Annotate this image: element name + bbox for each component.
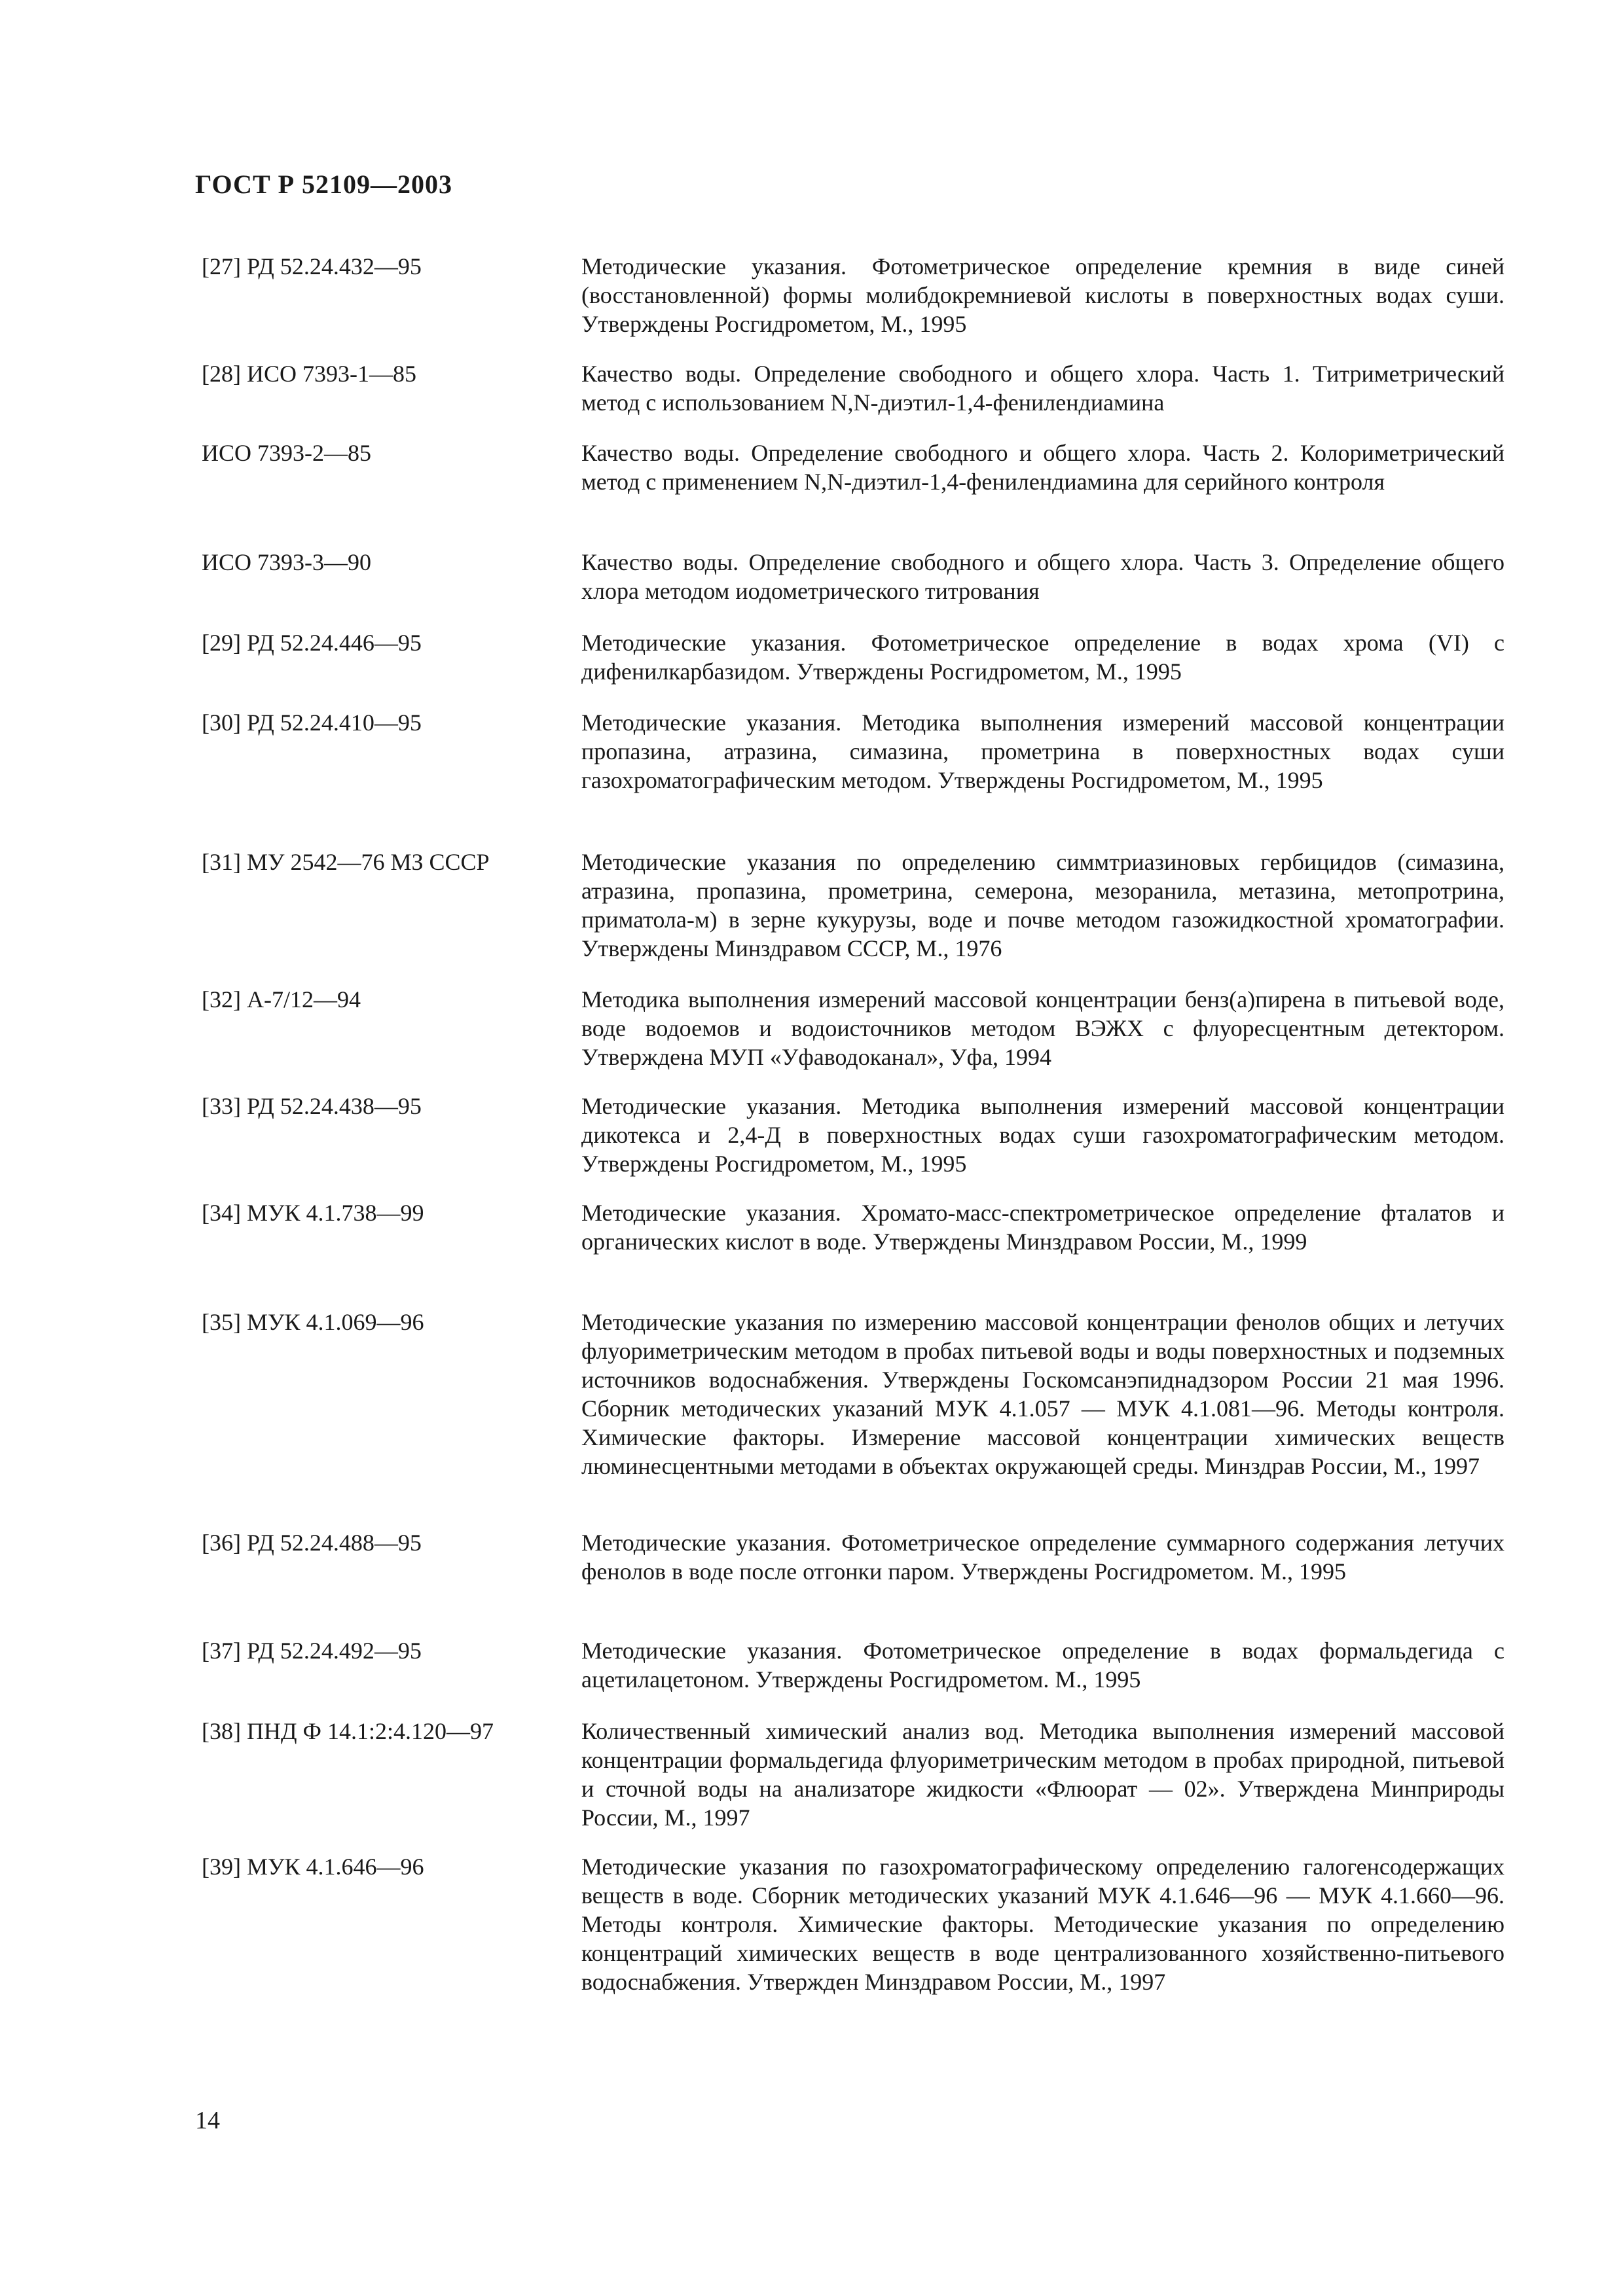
reference-text: Методические указания. Методика выполнения измерений массовой концентрации пропазина, атразина, симазина, прометрина в поверхностных водах суши газохроматографическим методом. Утверждены Росгидрометом, М., 1995 [581, 709, 1504, 793]
reference-code: [35] МУК 4.1.069—96 [202, 1309, 424, 1335]
reference-text: Методические указания. Фотометрическое определение кремния в виде синей (восстановленной) формы молибдокремниевой кислоты в поверхностных водах суши. Утверждены Росгидрометом, М., 1995 [581, 253, 1504, 337]
reference-code: [37] РД 52.24.492—95 [202, 1638, 422, 1664]
reference-code: ИСО 7393-2—85 [202, 440, 371, 466]
reference-code: [29] РД 52.24.446—95 [202, 630, 422, 656]
reference-code: [28] ИСО 7393-1—85 [202, 361, 416, 387]
reference-text: Методические указания по определению симмтриазиновых гербицидов (симазина, атразина, пропазина, прометрина, семерона, мезоранила, метазина, метопротрина, приматола-м) в зерне кукурузы, воде и почве методом газожидкостной хроматографии. Утверждены Минздравом СССР, М., 1976 [581, 849, 1504, 961]
reference-code: [33] РД 52.24.438—95 [202, 1093, 422, 1119]
reference-text: Методика выполнения измерений массовой концентрации бенз(а)пирена в питьевой воде, воде водоемов и водоисточников методом ВЭЖХ с флуоресцентным детектором. Утверждена МУП «Уфаводоканал», Уфа, 1994 [581, 986, 1504, 1070]
page-number: 14 [195, 2107, 220, 2134]
reference-code: [30] РД 52.24.410—95 [202, 709, 422, 736]
reference-code: [31] МУ 2542—76 МЗ СССР [202, 849, 490, 875]
reference-text: Методические указания. Фотометрическое определение суммарного содержания летучих фенолов в воде после отгонки паром. Утверждены Росгидрометом. М., 1995 [581, 1530, 1504, 1585]
reference-text: Методические указания. Методика выполнения измерений массовой концентрации дикотекса и 2,4-Д в поверхностных водах суши газохроматографическим методом. Утверждены Росгидрометом, М., 1995 [581, 1093, 1504, 1177]
reference-text: Методические указания. Фотометрическое определение в водах хрома (VI) с дифенилкарбазидом. Утверждены Росгидрометом, М., 1995 [581, 630, 1504, 685]
reference-text: Качество воды. Определение свободного и общего хлора. Часть 1. Титриметрический метод с использованием N,N-диэтил-1,4-фенилендиамина [581, 361, 1504, 416]
reference-text: Количественный химический анализ вод. Методика выполнения измерений массовой концентрации формальдегида флуориметрическим методом в пробах природной, питьевой и сточной воды на анализаторе жидкости «Флюорат — 02». Утверждена Минприроды России, М., 1997 [581, 1718, 1504, 1831]
reference-code: [27] РД 52.24.432—95 [202, 253, 422, 279]
reference-text: Качество воды. Определение свободного и общего хлора. Часть 2. Колориметрический метод с применением N,N-диэтил-1,4-фенилендиамина для серийного контроля [581, 440, 1504, 495]
reference-code: [39] МУК 4.1.646—96 [202, 1854, 424, 1880]
reference-code: [38] ПНД Ф 14.1:2:4.120—97 [202, 1718, 494, 1744]
reference-text: Методические указания по измерению массовой концентрации фенолов общих и летучих флуориметрическим методом в пробах питьевой воды и воды поверхностных и подземных источников водоснабжения. Утверждены Госкомсанэпиднадзором России 21 мая 1996. Сборник методических указаний МУК 4.1.057 — МУК 4.1.081—96. Методы контроля. Химические факторы. Измерение массовой концентрации химических веществ люминесцентными методами в объектах окружающей среды. Минздрав России, М., 1997 [581, 1309, 1504, 1479]
reference-code: ИСО 7393-3—90 [202, 549, 371, 575]
document-header: ГОСТ Р 52109—2003 [195, 170, 453, 199]
reference-code: [36] РД 52.24.488—95 [202, 1530, 422, 1556]
reference-text: Методические указания. Фотометрическое определение в водах формальдегида с ацетилацетоном. Утверждены Росгидрометом. М., 1995 [581, 1638, 1504, 1693]
reference-text: Методические указания. Хромато-масс-спектрометрическое определение фталатов и органических кислот в воде. Утверждены Минздравом России, М., 1999 [581, 1200, 1504, 1255]
reference-text: Качество воды. Определение свободного и общего хлора. Часть 3. Определение общего хлора методом иодометрического титрования [581, 549, 1504, 604]
reference-code: [32] А-7/12—94 [202, 986, 361, 1013]
reference-code: [34] МУК 4.1.738—99 [202, 1200, 424, 1226]
reference-text: Методические указания по газохроматографическому определению галогенсодержащих веществ в воде. Сборник методических указаний МУК 4.1.646—96 — МУК 4.1.660—96. Методы контроля. Химические факторы. Методические указания по определению концентраций химических веществ в воде централизованного хозяйственно-питьевого водоснабжения. Утвержден Минздравом России, М., 1997 [581, 1854, 1504, 1995]
